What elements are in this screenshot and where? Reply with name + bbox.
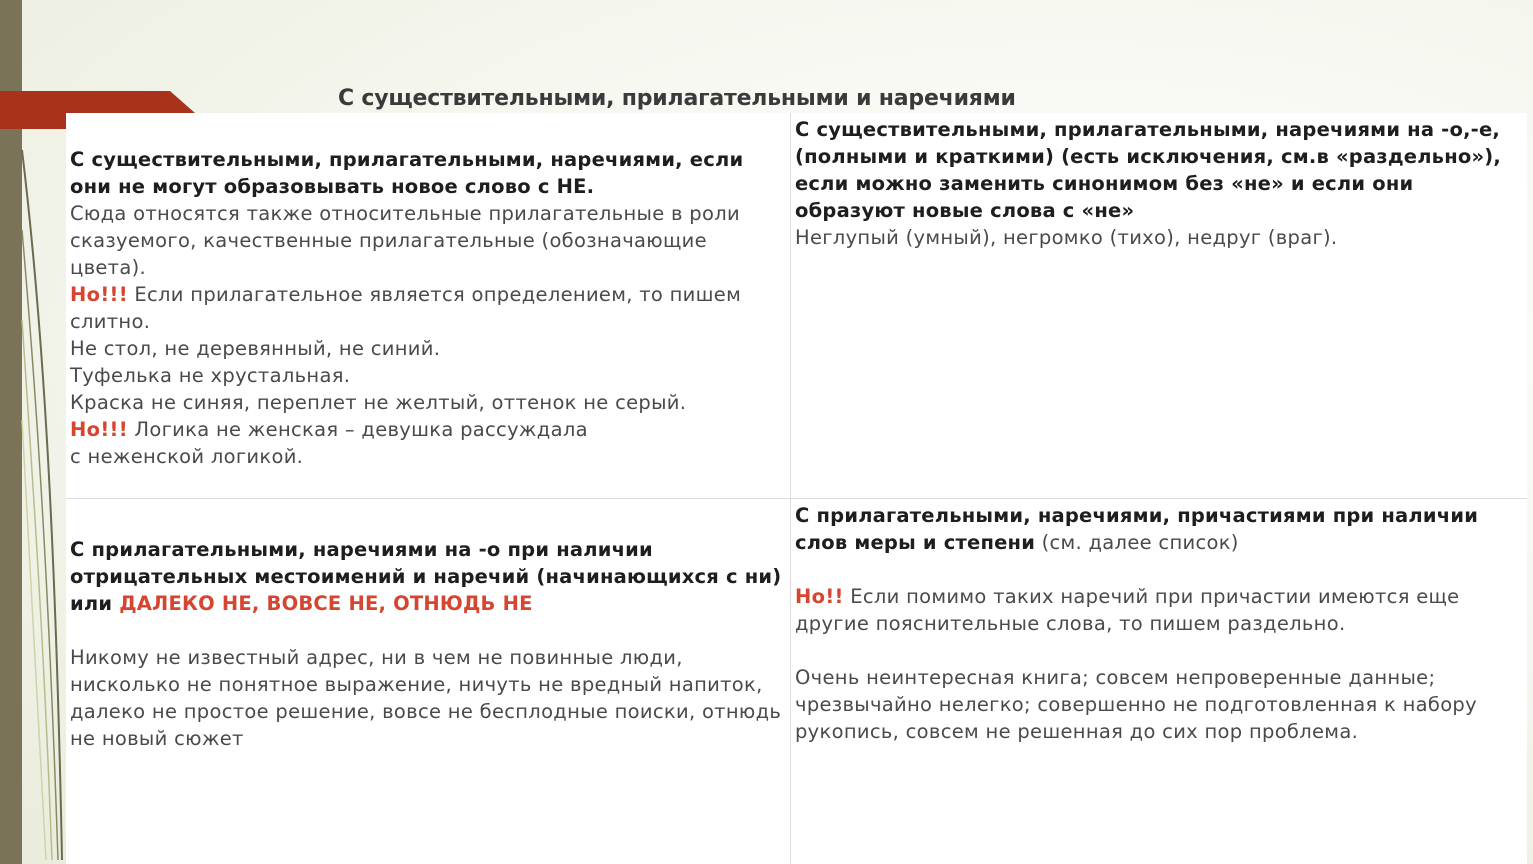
cell-note bbox=[70, 416, 785, 443]
note-label: Но!! bbox=[795, 585, 844, 608]
note-label: Но!!! bbox=[70, 283, 128, 306]
cell-note bbox=[70, 281, 785, 335]
slide-title: С существительными, прилагательными и наречиями bbox=[338, 86, 1016, 111]
note-text: Логика не женская – девушка рассуждала bbox=[127, 418, 588, 441]
example-line: с неженской логикой. bbox=[70, 445, 304, 468]
rules-table bbox=[66, 113, 1527, 864]
column-divider bbox=[790, 113, 791, 864]
cell-top-right bbox=[795, 116, 1515, 251]
note-text: Если прилагательное является определением, то пишем слитно. bbox=[70, 283, 742, 333]
cell-bottom-left bbox=[70, 536, 788, 752]
example-line: Краска не синяя, переплет не желтый, оттенок не серый. bbox=[70, 391, 687, 414]
cell-heading: С существительными, прилагательными, наречиями на -о,-е, (полными и краткими) (есть исключения, см.в «раздельно»), если можно заменить синонимом без «не» и если они образуют новые слова с «не» bbox=[795, 118, 1502, 222]
cell-heading bbox=[70, 536, 788, 617]
cell-heading bbox=[795, 502, 1515, 556]
cell-top-left bbox=[70, 146, 785, 470]
row-divider bbox=[66, 498, 1527, 499]
heading-text: С прилагательными, наречиями на -о при наличии отрицательных местоимений и наречий (начинающихся с ни) или bbox=[70, 538, 782, 615]
example-line: Очень неинтересная книга; совсем непроверенные данные; чрезвычайно нелегко; совершенно не подготовленная к набору рукопись, совсем не решенная до сих пор проблема. bbox=[795, 666, 1477, 743]
example-line: Туфелька не хрустальная. bbox=[70, 364, 351, 387]
cell-text: Сюда относятся также относительные прилагательные в роли сказуемого, качественные прилагательные (обозначающие цвета). bbox=[70, 202, 740, 279]
note-label: Но!!! bbox=[70, 418, 128, 441]
cell-note bbox=[795, 583, 1515, 637]
example-line: Неглупый (умный), негромко (тихо), недруг (враг). bbox=[795, 226, 1338, 249]
heading-highlight: ДАЛЕКО НЕ, ВОВСЕ НЕ, ОТНЮДЬ НЕ bbox=[119, 592, 533, 615]
example-line: Не стол, не деревянный, не синий. bbox=[70, 337, 441, 360]
note-text: Если помимо таких наречий при причастии имеются еще другие пояснительные слова, то пишем раздельно. bbox=[795, 585, 1460, 635]
cell-bottom-right bbox=[795, 502, 1515, 745]
heading-text: С прилагательными, наречиями, причастиями при наличии слов меры и степени bbox=[795, 504, 1479, 554]
heading-suffix: (см. далее список) bbox=[1035, 531, 1239, 554]
example-line: Никому не известный адрес, ни в чем не повинные люди, нисколько не понятное выражение, ничуть не вредный напиток, далеко не простое решение, вовсе не бесплодные поиски, отнюдь не новый сюжет bbox=[70, 646, 782, 750]
cell-heading: С существительными, прилагательными, наречиями, если они не могут образовывать новое слово с НЕ. bbox=[70, 148, 744, 198]
